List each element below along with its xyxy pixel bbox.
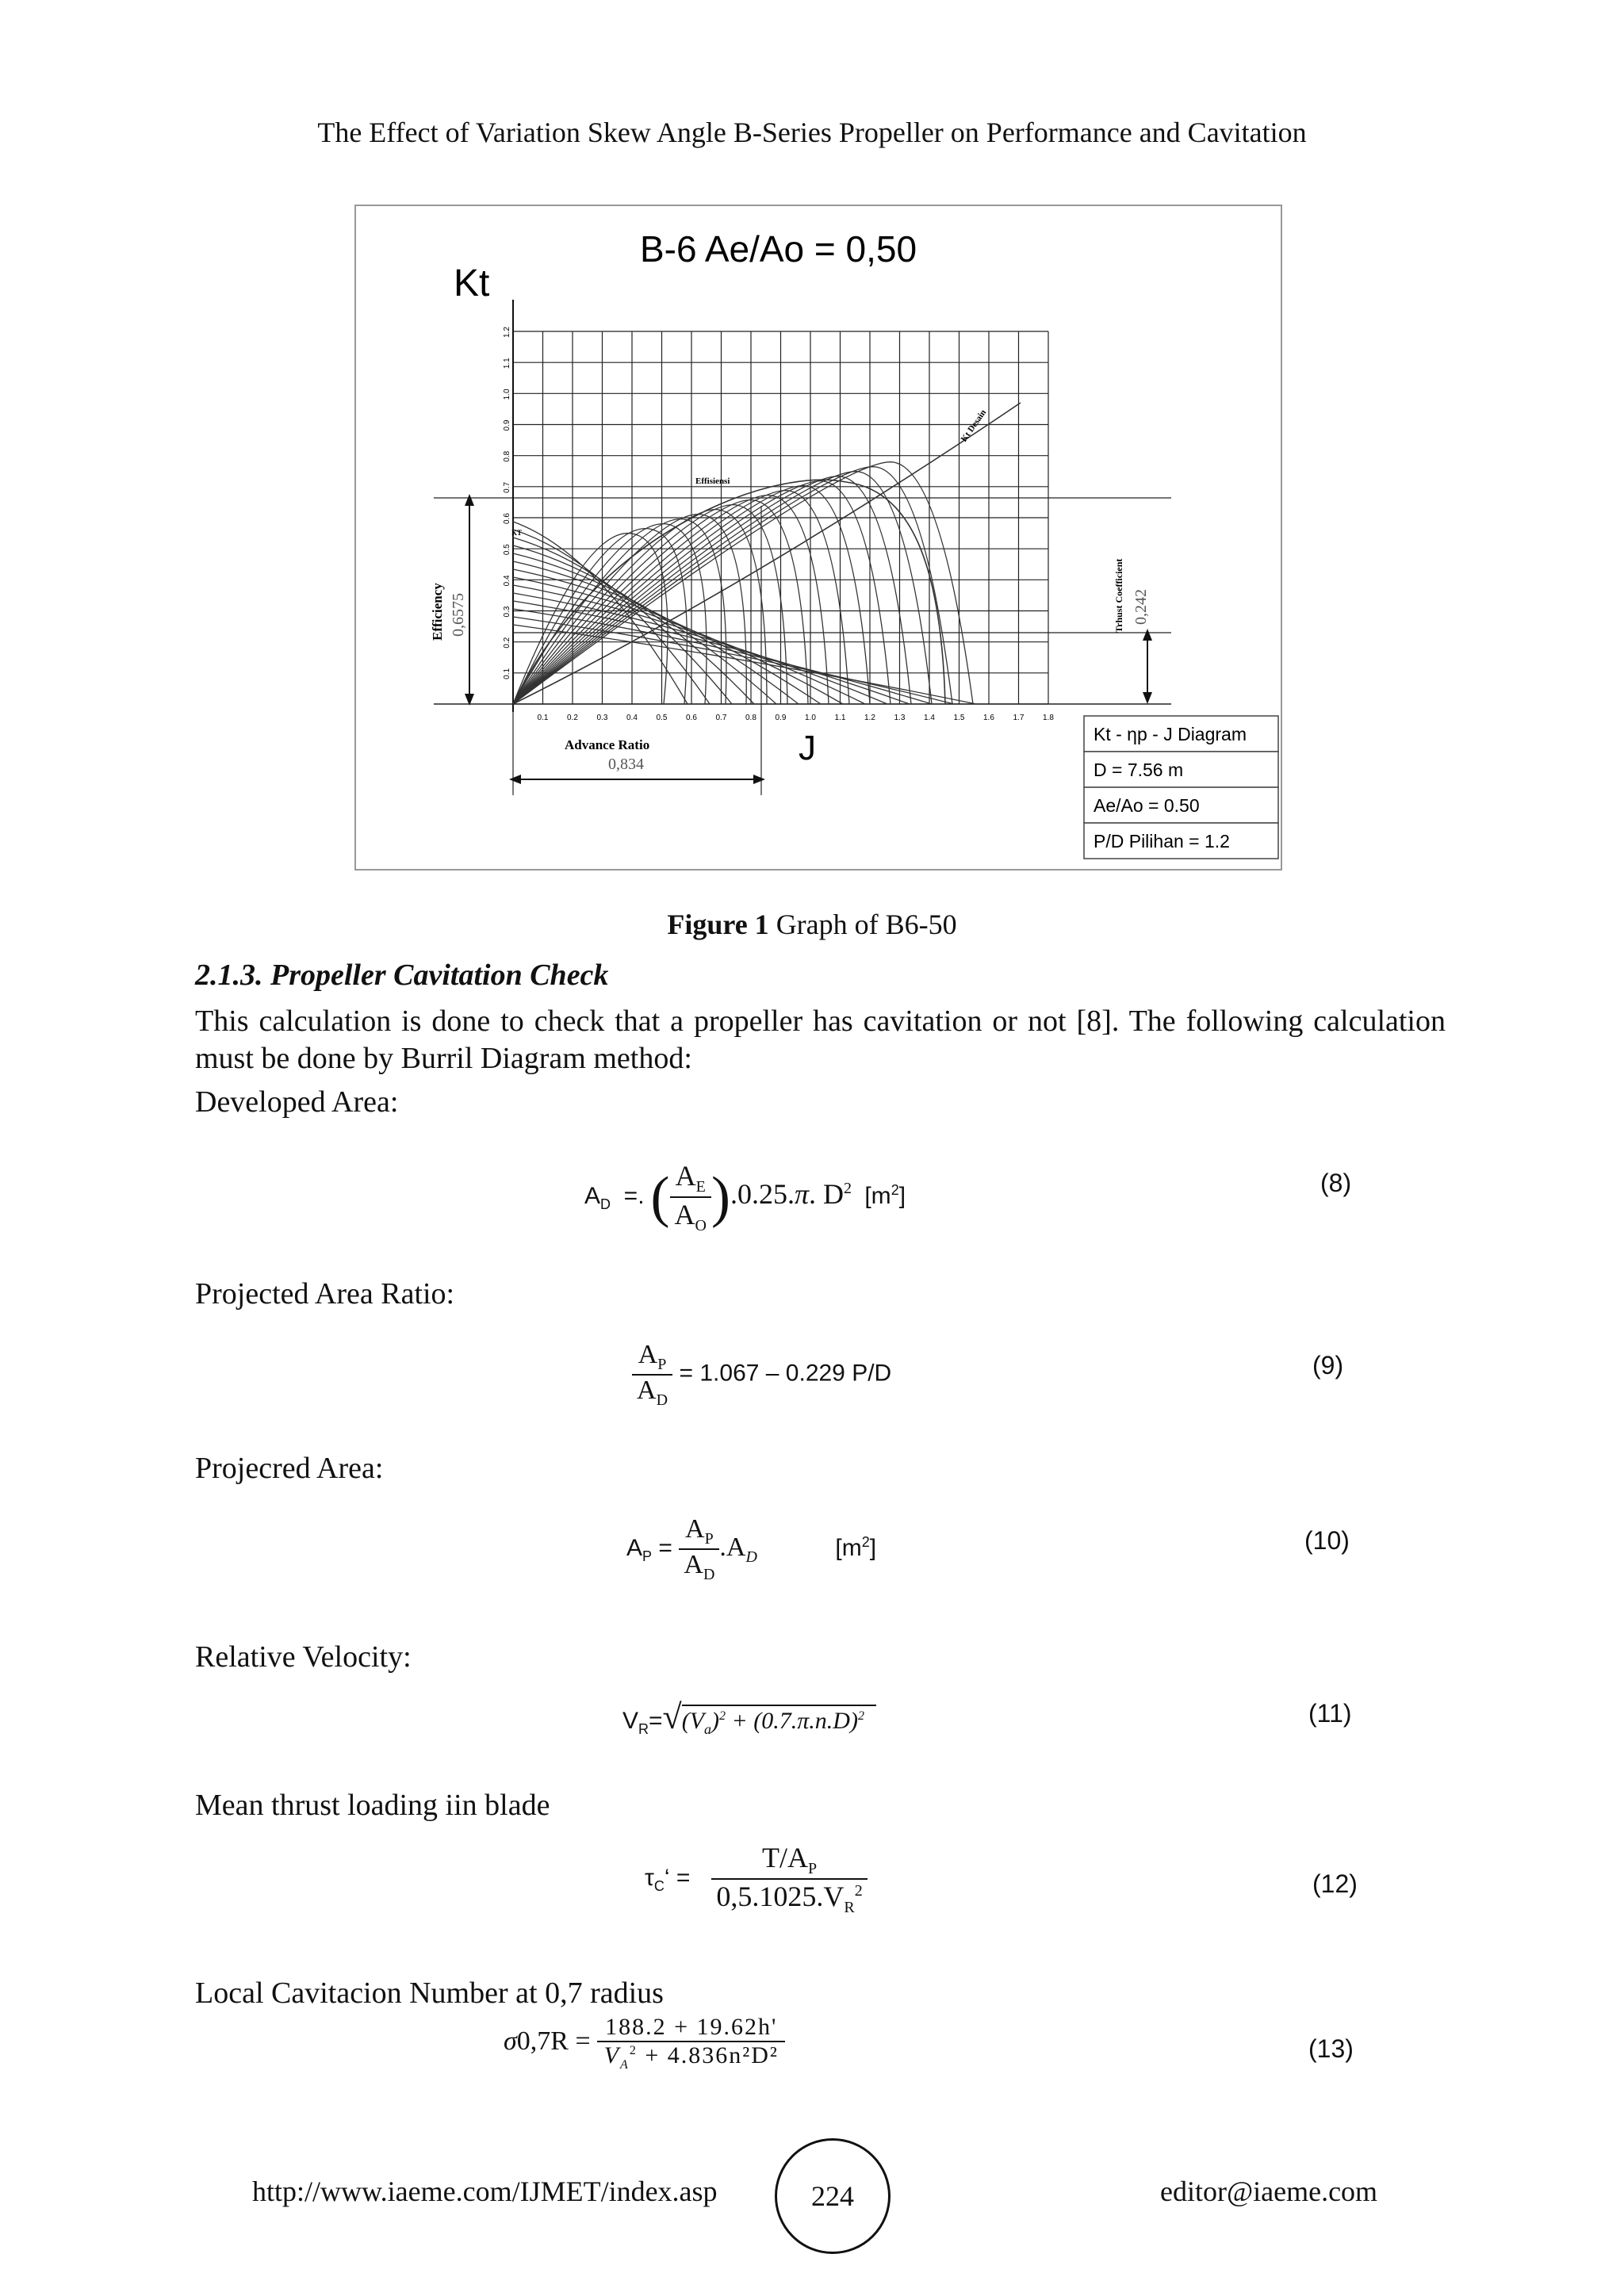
thrust-label: Trhust Coefficient xyxy=(1113,558,1124,633)
y-tick-label: 0.9 xyxy=(503,419,511,431)
thrust-value: 0,242 xyxy=(1132,589,1150,625)
equation-8: $A_D$ =. ( $\frac{A_E}{A_O}$ ).0.25.π. $D^2$ $[m^2]$ xyxy=(584,1160,906,1235)
figure-title: B-6 Ae/Ao = 0,50 xyxy=(640,228,917,270)
label-local-cavitation: Local Cavitacion Number at 0,7 radius xyxy=(195,1976,664,2010)
x-tick-label: 1.2 xyxy=(864,714,875,722)
equation-8-number: (8) xyxy=(1320,1169,1352,1197)
label-developed-area: Developed Area: xyxy=(195,1085,399,1119)
y-axis-title: Kt xyxy=(454,262,490,304)
equation-12: $\tau_C‘$ = $\frac{T/A_P}{0,5.1025.V_R^2}$ xyxy=(645,1841,868,1917)
x-tick-label: 0.2 xyxy=(567,714,578,722)
x-tick-label: 0.8 xyxy=(745,714,756,722)
x-tick-label: 1.7 xyxy=(1013,714,1025,722)
y-tick-label: 1.0 xyxy=(503,388,511,400)
legend-entry: D = 7.56 m xyxy=(1094,760,1184,780)
label-mean-thrust-loading: Mean thrust loading iin blade xyxy=(195,1789,550,1822)
y-tick-label: 0.5 xyxy=(503,544,511,556)
page-number: 224 xyxy=(775,2138,891,2254)
label-projected-area-ratio: Projected Area Ratio: xyxy=(195,1277,455,1311)
x-tick-label: 0.5 xyxy=(656,714,668,722)
efficiency-value: 0,6575 xyxy=(450,593,467,637)
y-tick-label: 1.2 xyxy=(503,327,511,338)
equation-9-number: (9) xyxy=(1312,1351,1344,1380)
y-tick-label: 0.3 xyxy=(503,606,511,618)
label-relative-velocity: Relative Velocity: xyxy=(195,1640,412,1674)
legend-entry: Ae/Ao = 0.50 xyxy=(1094,795,1200,816)
x-tick-label: 1.0 xyxy=(805,714,816,722)
kt-design-label: Kt Desain xyxy=(959,408,989,444)
x-tick-label: 0.3 xyxy=(596,714,608,722)
y-tick-label: 0.1 xyxy=(503,668,511,679)
legend-entry: P/D Pilihan = 1.2 xyxy=(1094,831,1230,851)
intro-paragraph: This calculation is done to check that a propeller has cavitation or not [8]. The following calculation must be done by Burril Diagram method: xyxy=(195,1004,1446,1075)
x-tick-label: 1.5 xyxy=(953,714,965,722)
equation-11-number: (11) xyxy=(1308,1699,1352,1728)
y-tick-label: 0.6 xyxy=(503,513,511,524)
running-header: The Effect of Variation Skew Angle B-Series Propeller on Performance and Cavitation xyxy=(317,117,1307,148)
y-tick-label: 1.1 xyxy=(503,358,511,369)
equation-13: σ0,7R = $\frac{188.2 + 19.62h'}{V_A^2 + 4.836n^2D^2}$ xyxy=(504,2014,785,2072)
x-tick-label: 1.3 xyxy=(894,714,906,722)
x-tick-label: 1.8 xyxy=(1043,714,1054,722)
x-tick-label: 1.4 xyxy=(924,714,935,722)
equation-10: $A_P$ = $\frac{A_P}{A_D}$ $.A_D$ $[m^2]$ xyxy=(626,1514,877,1583)
x-tick-label: 0.4 xyxy=(626,714,638,722)
x-tick-label: 0.9 xyxy=(775,714,787,722)
equation-9: $\frac{A_P}{A_D}$ = 1.067 – 0.229 P/D xyxy=(632,1340,891,1410)
label-projected-area: Projecred Area: xyxy=(195,1452,384,1485)
x-tick-label: 1.6 xyxy=(983,714,994,722)
section-heading: 2.1.3. Propeller Cavitation Check xyxy=(195,959,609,992)
advance-ratio-label: Advance Ratio xyxy=(565,737,650,752)
y-tick-label: 0.8 xyxy=(503,450,511,462)
x-tick-label: 0.1 xyxy=(537,714,549,722)
y-tick-label: 0.4 xyxy=(503,575,511,587)
x-axis-title: J xyxy=(799,729,816,767)
b6-50-diagram xyxy=(354,205,1282,871)
advance-ratio-value: 0,834 xyxy=(608,756,644,773)
figure-caption: Figure 1 Graph of B6-50 xyxy=(667,909,957,940)
x-tick-label: 0.6 xyxy=(686,714,697,722)
efficiency-label: Efficiency xyxy=(430,583,445,641)
effisiensi-label: Effisiensi xyxy=(695,476,730,486)
equation-13-number: (13) xyxy=(1308,2034,1354,2063)
kt-curve-label: KT xyxy=(511,529,523,537)
equation-12-number: (12) xyxy=(1312,1869,1358,1898)
x-tick-label: 0.7 xyxy=(715,714,727,722)
y-tick-label: 0.2 xyxy=(503,637,511,649)
footer-url[interactable]: http://www.iaeme.com/IJMET/index.asp xyxy=(252,2175,718,2207)
equation-10-number: (10) xyxy=(1304,1526,1350,1555)
legend-entry: Kt - ηp - J Diagram xyxy=(1094,724,1247,744)
y-tick-label: 0.7 xyxy=(503,481,511,493)
equation-11: $V_R=√(V_a)^2 + (0.7.\pi.n.D)^2$ xyxy=(622,1697,876,1738)
x-tick-label: 1.1 xyxy=(834,714,846,722)
footer-email[interactable]: editor@iaeme.com xyxy=(1160,2175,1378,2207)
